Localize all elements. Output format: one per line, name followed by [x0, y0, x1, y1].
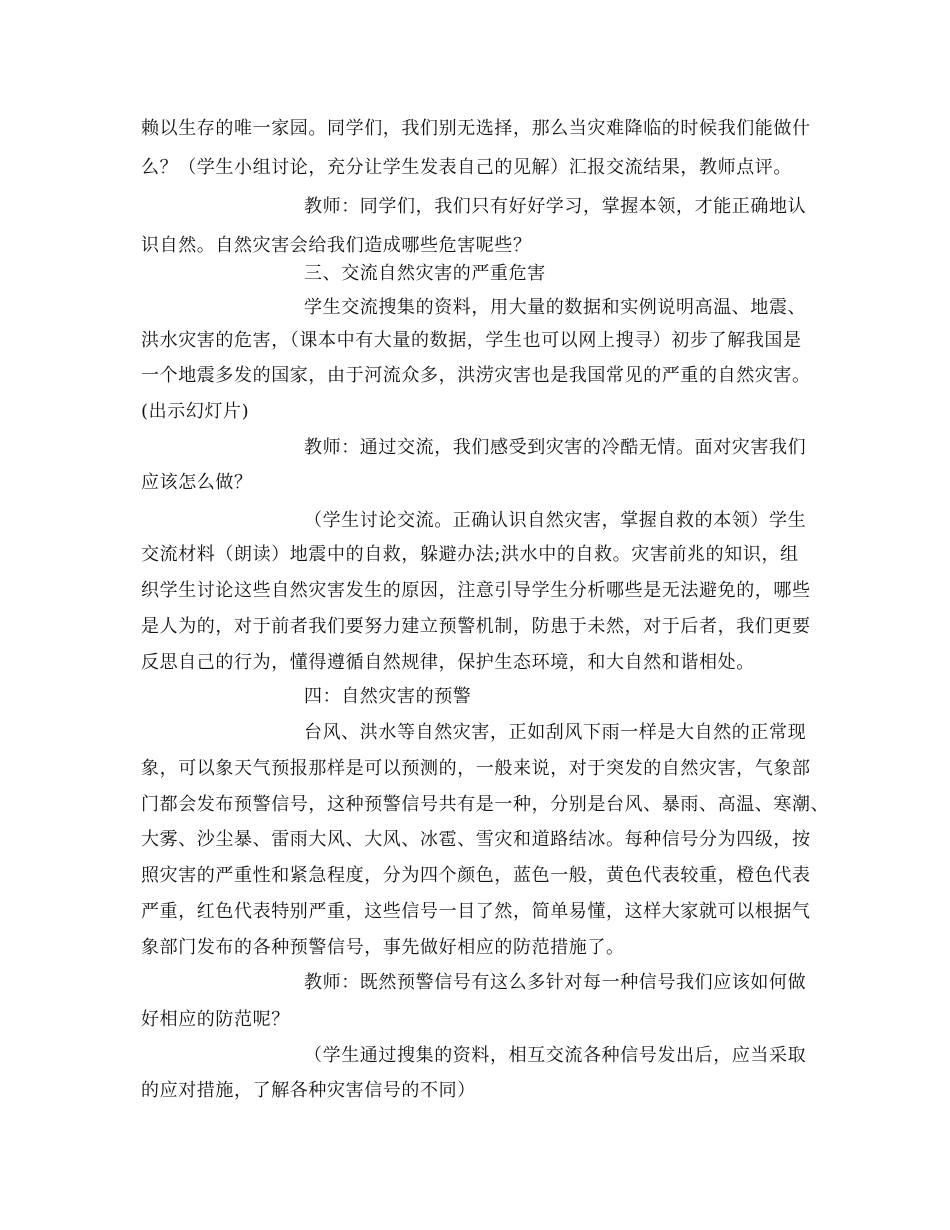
text-line-2: 么？（学生小组讨论，充分让学生发表自己的见解）汇报交流结果，教师点评。 — [141, 157, 792, 178]
text-line-19: 象，可以象天气预报那样是可以预测的，一般来说，对于突发的自然灾害，气象部 — [141, 758, 811, 779]
section-heading-3: 三、交流自然灾害的严重危害 — [304, 263, 546, 284]
text-line-24: 象部门发布的各种预警信号，事先做好相应的防范措施了。 — [141, 937, 625, 958]
text-line-18: 台风、洪水等自然灾害，正如刮风下雨一样是大自然的正常现 — [304, 722, 807, 743]
text-line-22: 照灾害的严重性和紧急程度，分为四个颜色，蓝色一般，黄色代表较重，橙色代表 — [141, 865, 811, 886]
text-line-26: 好相应的防范呢？ — [141, 1009, 290, 1030]
text-line-21: 大雾、沙尘暴、雷雨大风、大风、冰雹、雪灾和道路结冰。每种信号分为四级，按 — [141, 829, 811, 850]
text-line-4: 识自然。自然灾害会给我们造成哪些危害呢些？ — [141, 235, 532, 256]
text-line-15: 是人为的，对于前者我们要努力建立预警机制，防患于未然，对于后者，我们更要 — [141, 616, 811, 637]
text-line-12: （学生讨论交流。正确认识自然灾害，掌握自救的本领）学生 — [304, 510, 807, 531]
text-line-23: 严重，红色代表特别严重，这些信号一目了然，简单易懂，这样大家就可以根据气 — [141, 901, 811, 922]
text-line-1: 赖以生存的唯一家园。同学们，我们别无选择，那么当灾难降临的时候我们能做什 — [141, 118, 811, 139]
text-line-6: 学生交流搜集的资料，用大量的数据和实例说明高温、地震、 — [304, 297, 807, 318]
text-line-3: 教师：同学们，我们只有好好学习，掌握本领，才能正确地认 — [304, 196, 807, 217]
text-line-27: （学生通过搜集的资料，相互交流各种信号发出后，应当采取 — [304, 1045, 807, 1066]
text-line-20: 门都会发布预警信号，这种预警信号共有是一种，分别是台风、暴雨、高温、寒潮、 — [141, 794, 830, 815]
text-line-25: 教师：既然预警信号有这么多针对每一种信号我们应该如何做 — [304, 972, 807, 993]
text-line-7: 洪水灾害的危害，（课本中有大量的数据，学生也可以网上搜寻）初步了解我国是 — [141, 330, 802, 351]
text-line-14: 织学生讨论这些自然灾害发生的原因，注意引导学生分析哪些是无法避免的，哪些 — [141, 580, 811, 601]
text-line-11: 应该怎么做？ — [141, 472, 253, 493]
section-heading-4: 四：自然灾害的预警 — [304, 686, 472, 707]
text-line-16: 反思自己的行为，懂得遵循自然规律，保护生态环境，和大自然和谐相处。 — [141, 652, 755, 673]
text-line-8: 一个地震多发的国家，由于河流众多，洪涝灾害也是我国常见的严重的自然灾害。 — [141, 365, 811, 386]
text-line-10: 教师：通过交流，我们感受到灾害的冷酷无情。面对灾害我们 — [304, 437, 807, 458]
text-line-13: 交流材料（朗读）地震中的自救，躲避办法;洪水中的自救。灾害前兆的知识，组 — [141, 544, 799, 565]
text-line-9: (出示幻灯片) — [141, 401, 250, 422]
text-line-28: 的应对措施，了解各种灾害信号的不同） — [141, 1080, 476, 1101]
